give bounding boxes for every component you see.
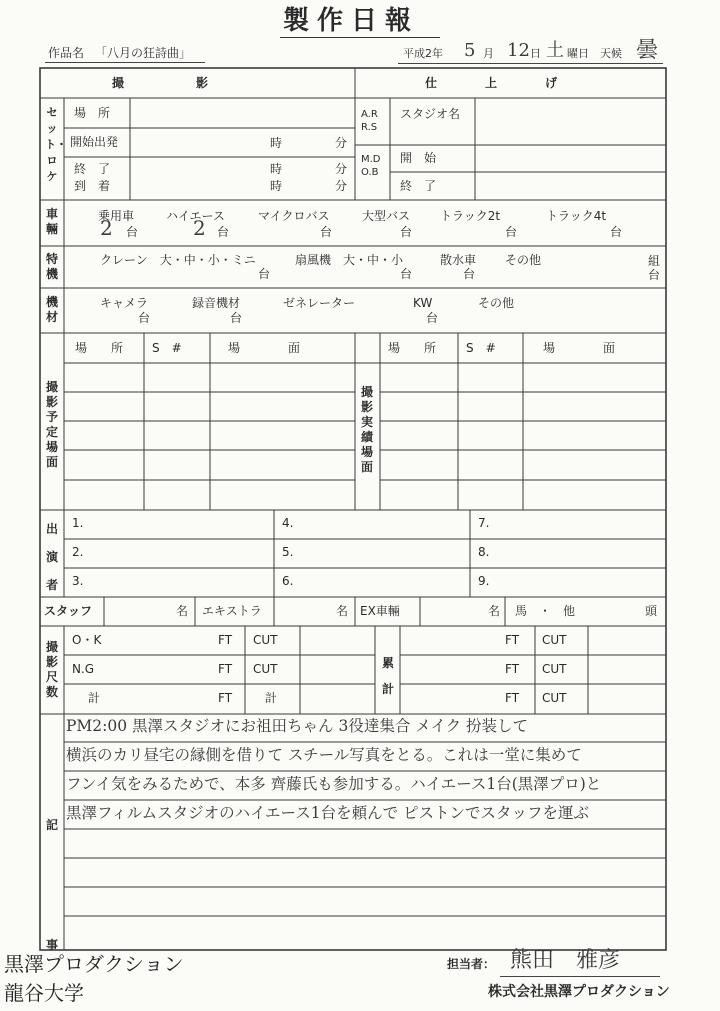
- extras-label: エキストラ: [202, 604, 262, 618]
- note-line-4: 黒澤フィルムスタジオのハイエース1台を頼んで ピストンでスタッフを運ぶ: [66, 804, 590, 822]
- equipment-side-label: 機材: [45, 295, 58, 324]
- vehicle-car-unit: 台: [126, 225, 139, 239]
- ex-vehicle-label: EX車輛: [360, 604, 400, 618]
- staff-label: スタッフ: [44, 604, 93, 618]
- equipment-sound-unit: 台: [230, 311, 243, 325]
- md-ob-label: M.D O.B: [361, 154, 381, 178]
- vehicle-car-count: 2: [100, 216, 113, 240]
- date-month-unit: 月: [483, 47, 494, 60]
- footage-ok-label: O・K: [72, 633, 102, 647]
- studio-label: スタジオ名: [400, 107, 461, 121]
- equipment-sound-label: 録音機材: [192, 296, 241, 310]
- arrive-minute: 分: [335, 179, 348, 193]
- cum-ng-ft: FT: [505, 662, 520, 676]
- vehicle-bus-label: 大型バス: [362, 209, 411, 223]
- work-title-label: 作品名: [48, 46, 85, 60]
- page-title: 製作日報: [283, 6, 420, 36]
- vehicle-hiace-label: ハイエース: [166, 209, 225, 223]
- planned-col-scene: 場 面: [228, 341, 301, 355]
- manager-label: 担当者：: [447, 957, 496, 971]
- vehicle-hiace-count: 2: [193, 216, 206, 240]
- cum-ok-ft: FT: [505, 633, 520, 647]
- planned-scenes-side-label: 撮影予定場面: [45, 380, 58, 469]
- cast-slot-5: 5.: [282, 545, 294, 559]
- planned-col-place: 場 所: [75, 341, 124, 355]
- cast-slot-2: 2.: [72, 545, 84, 559]
- finish-label: 終 了: [400, 179, 437, 193]
- cum-total-ft: FT: [505, 691, 520, 705]
- date-era: 平成2年: [403, 47, 443, 60]
- header-finishing: 仕 上 げ: [425, 76, 558, 90]
- cast-slot-8: 8.: [478, 545, 490, 559]
- footage-ng-cut: CUT: [253, 662, 278, 676]
- vehicle-truck2-unit: 台: [505, 225, 518, 239]
- vehicle-truck4-label: トラック4t: [546, 209, 607, 223]
- footage-total-label: 計: [88, 691, 101, 705]
- footage-total-ft: FT: [218, 691, 233, 705]
- manager-underline: [500, 976, 660, 977]
- special-crane-label: クレーン 大・中・小・ミニ: [100, 253, 256, 267]
- footage-side-label: 撮影尺数: [45, 640, 58, 699]
- watermark-line-2: 龍谷大学: [4, 981, 84, 1005]
- special-fan-unit: 台: [400, 267, 413, 281]
- planned-col-scene-no: S #: [152, 341, 182, 355]
- equipment-camera-unit: 台: [138, 311, 151, 325]
- footage-ng-ft: FT: [218, 662, 233, 676]
- special-fan-label: 扇風機 大・中・小: [295, 253, 404, 267]
- set-loc-side-label: セット・ロケ: [45, 106, 67, 183]
- note-line-3: フンイ気をみるためで、本多 齊藤氏も参加する。ハイエース1台(黒澤プロ)と: [66, 775, 602, 793]
- ar-rs-label: A.R R.S: [361, 109, 378, 133]
- cast-slot-3: 3.: [72, 574, 84, 588]
- company-name: 株式会社黒澤プロダクション: [488, 984, 670, 1000]
- start-minute: 分: [335, 136, 348, 150]
- date-day-unit: 日: [530, 47, 541, 60]
- date-month: 5: [464, 40, 476, 61]
- work-title-value: 「八月の狂詩曲」: [95, 46, 192, 60]
- header-shooting: 撮 影: [112, 76, 209, 90]
- cast-slot-9: 9.: [478, 574, 490, 588]
- footage-total-cut: 計: [265, 691, 278, 705]
- special-other-label: その他: [505, 253, 542, 267]
- special-side-label: 特機: [45, 252, 58, 281]
- ex-vehicle-unit: 名: [488, 604, 501, 618]
- date-day: 12: [507, 40, 530, 61]
- date-weekday: 土: [546, 40, 564, 61]
- equipment-camera-label: キャメラ: [100, 296, 149, 310]
- notes-side-label: 記事: [45, 818, 58, 952]
- cast-side-label: 出演者: [45, 522, 58, 592]
- manager-name: 熊田 雅彦: [510, 948, 621, 973]
- footage-ok-cut: CUT: [253, 633, 278, 647]
- start-label: 開始出発: [70, 135, 119, 149]
- vehicle-bus-unit: 台: [400, 225, 413, 239]
- special-other-unit: 組 台: [648, 254, 661, 282]
- date-weekday-unit: 曜日: [567, 47, 589, 60]
- note-line-1: PM2:00 黒澤スタジオにお祖田ちゃん 3役達集合 メイク 扮装して: [66, 717, 529, 735]
- end-hour: 時: [270, 162, 283, 176]
- cast-slot-4: 4.: [282, 516, 294, 530]
- cumulative-side-label: 累計: [381, 656, 394, 696]
- cum-ok-cut: CUT: [542, 633, 567, 647]
- extras-unit: 名: [336, 604, 349, 618]
- footage-ng-label: N.G: [72, 662, 95, 676]
- weather-value: 曇: [636, 38, 659, 63]
- vehicle-microbus-label: マイクロバス: [258, 209, 330, 223]
- arrive-hour: 時: [270, 179, 283, 193]
- vehicle-microbus-unit: 台: [320, 225, 333, 239]
- horses-label: 馬 ・ 他: [515, 604, 576, 618]
- weather-label: 天候: [600, 47, 622, 60]
- vehicles-side-label: 車輛: [45, 207, 58, 236]
- footage-ok-ft: FT: [218, 633, 233, 647]
- actual-col-scene-no: S #: [466, 341, 496, 355]
- vehicle-truck2-label: トラック2t: [440, 209, 501, 223]
- horses-unit: 頭: [645, 604, 658, 618]
- actual-col-place: 場 所: [388, 341, 437, 355]
- equipment-kw-label: KW: [413, 296, 433, 310]
- start-hour: 時: [270, 136, 283, 150]
- special-sprinkler-label: 散水車: [440, 253, 477, 267]
- cast-slot-7: 7.: [478, 516, 490, 530]
- watermark-line-1: 黒澤プロダクション: [4, 952, 184, 976]
- vehicle-truck4-unit: 台: [610, 225, 623, 239]
- place-label: 場 所: [74, 106, 111, 120]
- equipment-generator-label: ゼネレーター: [283, 296, 356, 310]
- cum-ng-cut: CUT: [542, 662, 567, 676]
- special-crane-unit: 台: [258, 267, 271, 281]
- actual-scenes-side-label: 撮影実績場面: [360, 385, 373, 474]
- equipment-other-label: その他: [478, 296, 515, 310]
- arrive-label: 到 着: [74, 179, 111, 193]
- note-line-2: 横浜のカリ昼宅の縁側を借りて スチール写真をとる。これは一堂に集めて: [66, 746, 582, 764]
- cast-slot-6: 6.: [282, 574, 294, 588]
- vehicle-car-label: 乗用車: [98, 209, 135, 223]
- cast-slot-1: 1.: [72, 516, 84, 530]
- special-sprinkler-unit: 台: [463, 267, 476, 281]
- actual-col-scene: 場 面: [543, 341, 616, 355]
- equipment-kw-unit: 台: [426, 311, 439, 325]
- end-label: 終 了: [74, 162, 111, 176]
- vehicle-hiace-unit: 台: [217, 225, 230, 239]
- end-minute: 分: [335, 162, 348, 176]
- staff-unit: 名: [176, 604, 189, 618]
- cum-total-cut: CUT: [542, 691, 567, 705]
- begin-label: 開 始: [400, 151, 437, 165]
